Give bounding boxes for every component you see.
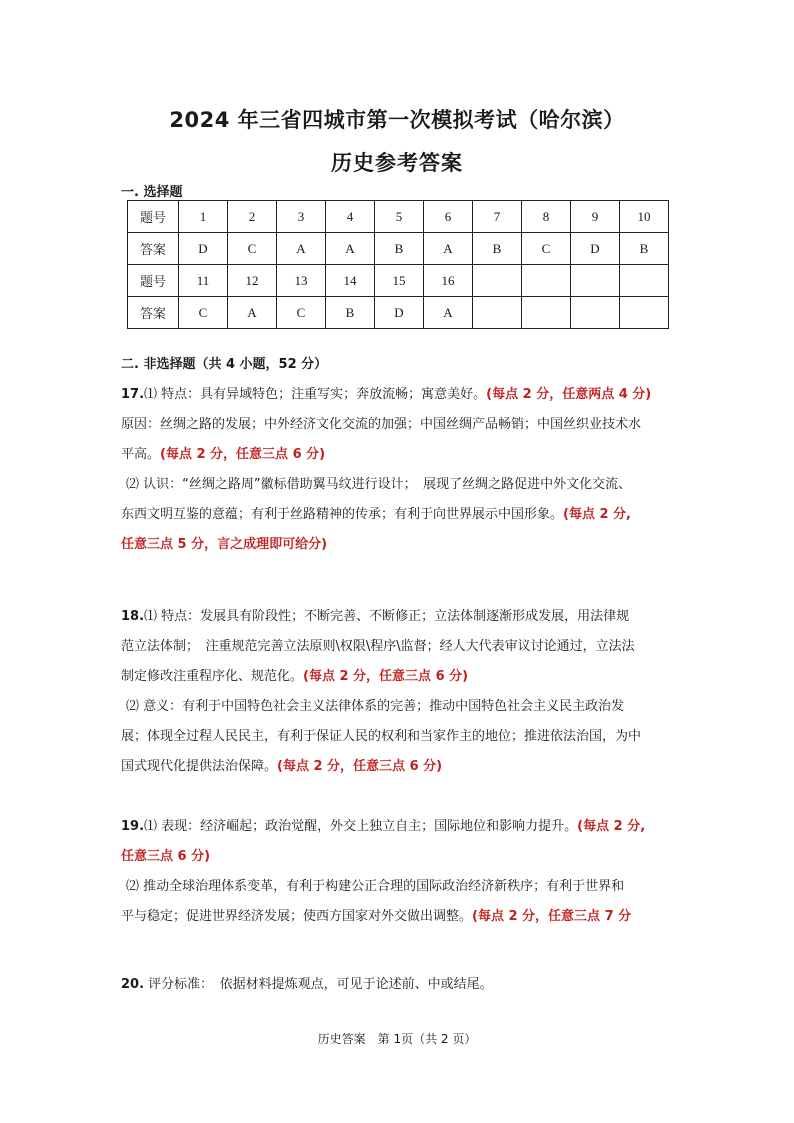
q17-part2-line1: ⑵ 认识：“丝绸之路周”徽标借助翼马纹进行设计； 展现了丝绸之路促进中外文化交流、 [126,477,632,492]
answer-table-cell: 4 [326,201,375,233]
answer-table-cell [522,265,571,297]
answer-table-cell: C [277,297,326,329]
answer-table-cell: A [424,233,473,265]
answer-table [127,200,669,329]
answer-table-cell: 13 [277,265,326,297]
answer-table-cell: 6 [424,201,473,233]
answer-table-row-label: 答案 [128,297,179,329]
answer-table-cell: 16 [424,265,473,297]
section-nonchoice [121,350,681,1000]
answer-table-row-label: 题号 [128,201,179,233]
q18-part2-line3: 国式现代化提供法治保障。(每点 2 分，任意三点 6 分) [121,759,443,774]
exam-title: 2024 年三省四城市第一次模拟考试（哈尔滨） [169,108,625,132]
answer-table-row [128,297,669,329]
answer-table-cell: D [375,297,424,329]
answer-table-cell: 3 [277,201,326,233]
answer-table-cell: C [522,233,571,265]
q19-part2-line1: ⑵ 推动全球治理体系变革，有利于构建公正合理的国际政治经济新秩序；有利于世界和 [126,879,625,894]
answer-table-cell: B [473,233,522,265]
q17-part2-score: 任意三点 5 分，言之成理即可给分) [121,537,328,552]
answer-table-cell [522,297,571,329]
q19-part1-line1: 19.⑴ 表现：经济崛起；政治觉醒，外交上独立自主；国际地位和影响力提升。(每点 2 分, [121,819,646,834]
q19-number: 19. [121,819,145,834]
answer-table-cell: 10 [620,201,669,233]
answer-table-cell: 8 [522,201,571,233]
answer-table-cell: A [277,233,326,265]
answer-table-cell: 9 [571,201,620,233]
answer-table-cell: 5 [375,201,424,233]
q17-part2-line2: 东西文明互鉴的意蕴；有利于丝路精神的传承；有利于向世界展示中国形象。(每点 2 分, [121,507,631,522]
q17-number: 17. [121,387,145,402]
answer-table-cell: A [424,297,473,329]
q20-line1: 20. 评分标准： 依据材料提炼观点，可见于论述前、中或结尾。 [121,977,493,992]
answer-table-row [128,201,669,233]
q17-reason-line1: 原因：丝绸之路的发展；中外经济文化交流的加强；中国丝绸产品畅销；中国丝织业技术水 [121,417,642,432]
page-footer: 历史答案 第 1页（共 2 页） [317,1032,477,1046]
answer-table-cell: D [571,233,620,265]
answer-table-row-label: 题号 [128,265,179,297]
section-heading-choice: 一. 选择题 [121,185,183,200]
answer-table-row [128,265,669,297]
answer-table-cell [571,297,620,329]
answer-table-cell [473,297,522,329]
q19-part2-line2: 平与稳定；促进世界经济发展；使西方国家对外交做出调整。(每点 2 分，任意三点 7 分 [121,909,632,924]
answer-table-cell: C [179,297,228,329]
answer-table-cell: A [326,233,375,265]
answer-table-cell: B [620,233,669,265]
answer-table-cell: 2 [228,201,277,233]
answer-table-row [128,233,669,265]
q19-part1-score: 任意三点 6 分) [121,849,211,864]
q18-part1-line3: 制定修改注重程序化、规范化。(每点 2 分，任意三点 6 分) [121,669,469,684]
answer-table-cell [620,297,669,329]
answer-table-cell: D [179,233,228,265]
answer-table-cell: 11 [179,265,228,297]
answer-table-cell: C [228,233,277,265]
answer-table-cell [620,265,669,297]
answer-table-cell [571,265,620,297]
answer-table-cell: 1 [179,201,228,233]
q18-part2-line1: ⑵ 意义：有利于中国特色社会主义法律体系的完善；推动中国特色社会主义民主政治发 [126,699,625,714]
answer-table-cell: 12 [228,265,277,297]
answer-table-cell: A [228,297,277,329]
answer-table-cell: 14 [326,265,375,297]
page-subtitle: 历史参考答案 [331,151,463,175]
answer-table-row-label: 答案 [128,233,179,265]
q18-part2-line2: 展；体现全过程人民民主，有利于保证人民的权利和当家作主的地位；推进依法治国，为中 [121,729,642,744]
section-heading-nonchoice: 二. 非选择题（共 4 小题，52 分） [121,357,328,372]
answer-table-cell: B [326,297,375,329]
q18-part1-line1: 18.⑴ 特点：发展具有阶段性；不断完善、不断修正；立法体制逐渐形成发展，用法律规 [121,609,630,624]
q17-part1: 17.⑴ 特点：具有异域特色；注重写实；奔放流畅；寓意美好。(每点 2 分，任意两点 4 分) [121,387,652,402]
answer-table-cell: 7 [473,201,522,233]
q18-number: 18. [121,609,145,624]
answer-table-cell: B [375,233,424,265]
q18-part1-line2: 范立法体制； 注重规范完善立法原则\权限\程序\监督；经人大代表审议讨论通过，立法法 [121,639,635,654]
q17-score: (每点 2 分，任意两点 4 分) [486,387,652,402]
q20-number: 20. [121,977,145,992]
answer-table-cell [473,265,522,297]
answer-table-cell: 15 [375,265,424,297]
q17-reason-line2: 平高。(每点 2 分，任意三点 6 分) [121,447,326,462]
